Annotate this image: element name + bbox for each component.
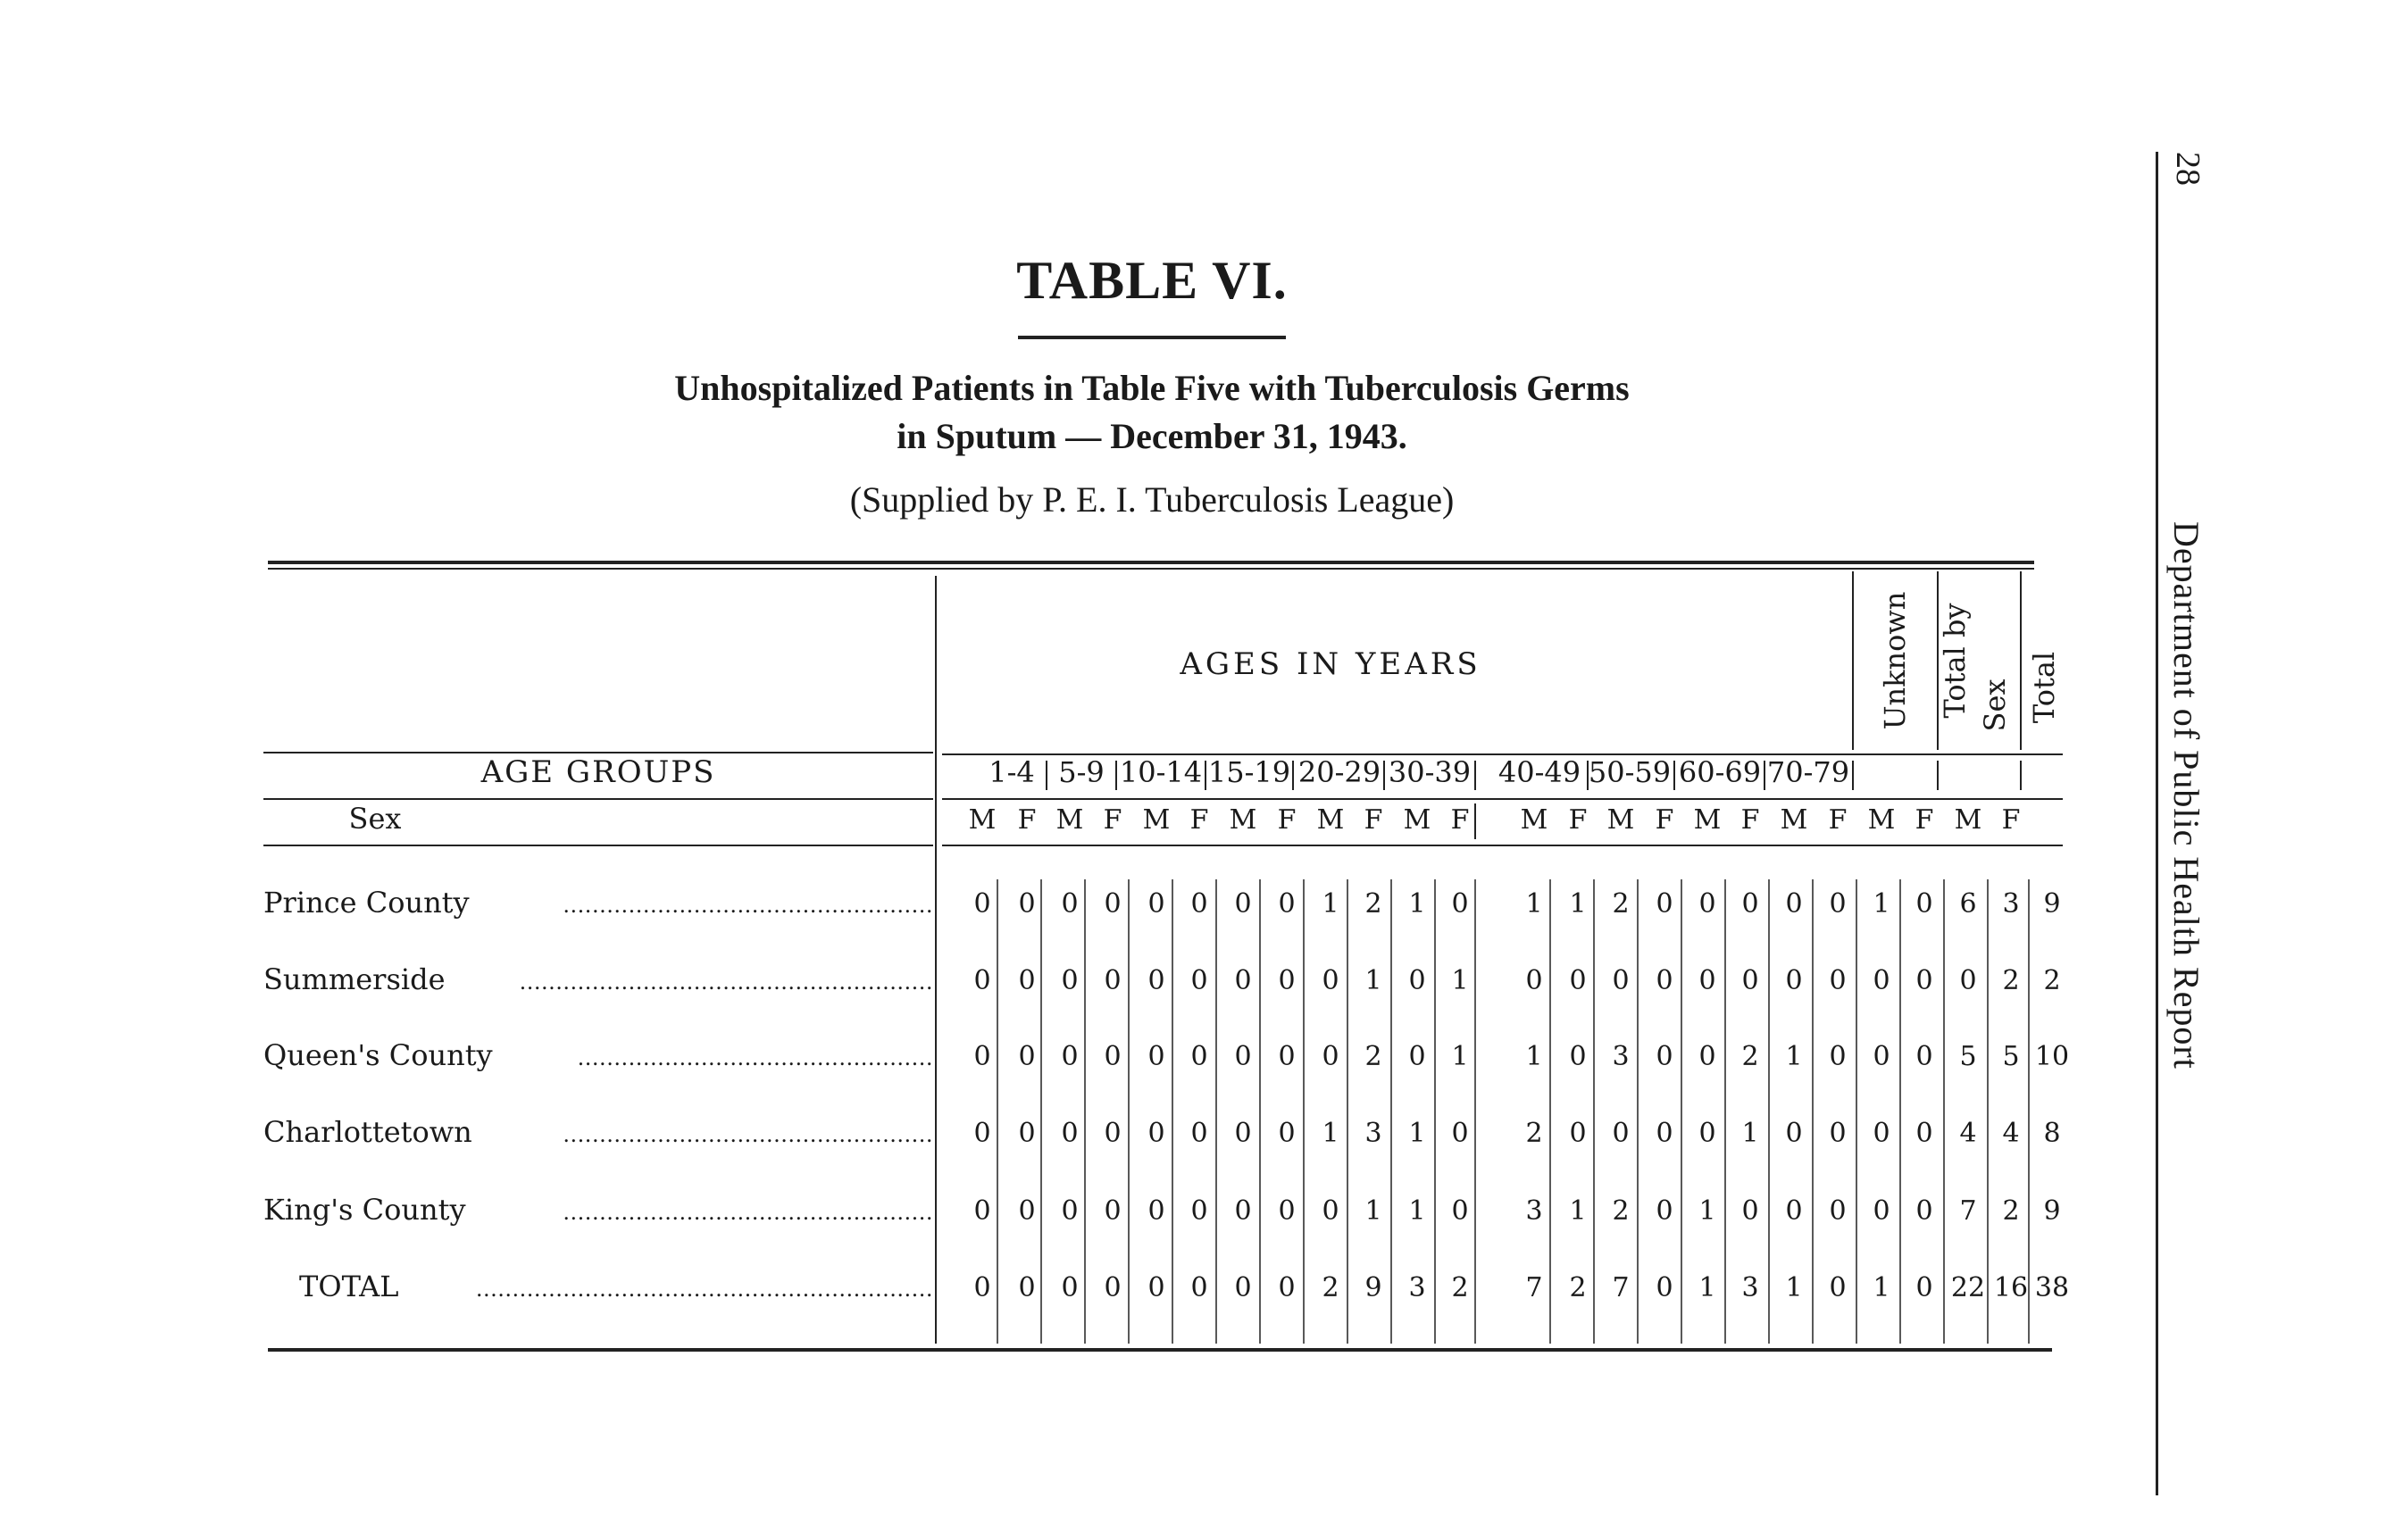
table-cell: 0 [1104, 1041, 1122, 1072]
sex-column-header: F [1364, 804, 1383, 836]
table-cell: 1 [1698, 1195, 1716, 1227]
table-cell: 0 [1061, 1272, 1079, 1303]
total-by-sex-header-line1: Total by [1938, 603, 1972, 719]
table-cell: 0 [1829, 888, 1847, 920]
table-cell: 0 [1278, 965, 1296, 996]
table-cell: 0 [1234, 1118, 1252, 1149]
table-cell: 0 [1741, 1195, 1759, 1227]
sex-column-header: F [1915, 804, 1934, 836]
table-cell: 1 [1569, 1195, 1587, 1227]
table-cell: 0 [1190, 1272, 1208, 1303]
table-cell: 0 [1018, 1195, 1036, 1227]
table-cell: 0 [1190, 1118, 1208, 1149]
table-cell: 0 [1278, 888, 1296, 920]
table-cell: 38 [2034, 1272, 2070, 1303]
table-cell: 0 [1061, 888, 1079, 920]
table-cell: 0 [1018, 888, 1036, 920]
table-text [263, 592, 2069, 1303]
table-cell: 2 [1612, 1195, 1630, 1227]
age-group-label: 1-4 [989, 755, 1035, 789]
table-cell: 0 [1873, 1195, 1890, 1227]
table-cell: 0 [1018, 1272, 1036, 1303]
table-cell: 0 [1873, 965, 1890, 996]
table-cell: 1 [1873, 1272, 1890, 1303]
table-cell: 4 [1959, 1118, 1977, 1149]
table-cell: 0 [1915, 1041, 1933, 1072]
table-cell: 0 [1234, 1041, 1252, 1072]
table-cell: 0 [1061, 965, 1079, 996]
table-cell: 0 [1234, 888, 1252, 920]
table-cell: 0 [1915, 1118, 1933, 1149]
table-cell: 2 [1525, 1118, 1543, 1149]
table-cell: 0 [1147, 1195, 1165, 1227]
table-cell: 1 [1451, 1041, 1469, 1072]
table-cell: 0 [1061, 1118, 1079, 1149]
sex-column-header: M [1520, 804, 1548, 836]
sex-column-header: M [1229, 804, 1257, 836]
table-cell: 0 [1147, 1041, 1165, 1072]
table-cell: 0 [1018, 1118, 1036, 1149]
sex-column-header: F [1017, 804, 1037, 836]
table-cell: 0 [1829, 1118, 1847, 1149]
table-cell: 0 [1061, 1195, 1079, 1227]
table-cell: 3 [1612, 1041, 1630, 1072]
table-cell: 0 [1525, 965, 1543, 996]
sex-column-header: F [2001, 804, 2021, 836]
table-cell: 0 [1741, 888, 1759, 920]
table-cell: 0 [973, 1041, 991, 1072]
table-cell: 0 [1278, 1272, 1296, 1303]
table-cell: 0 [1959, 965, 1977, 996]
table-cell: 2 [1741, 1041, 1759, 1072]
table-cell: 0 [1873, 1041, 1890, 1072]
table-cell: 16 [1993, 1272, 2029, 1303]
table-cell: 1 [1525, 888, 1543, 920]
table-cell: 0 [1698, 1041, 1716, 1072]
table-cell: 0 [1147, 888, 1165, 920]
table-cell: 1 [1741, 1118, 1759, 1149]
table-cell: 0 [973, 1118, 991, 1149]
table-cell: 0 [1656, 1272, 1673, 1303]
table-cell: 0 [1147, 965, 1165, 996]
table-cell: 2 [2002, 965, 2020, 996]
sex-column-header: M [1142, 804, 1171, 836]
age-group-label: 30-39 [1388, 755, 1472, 789]
sex-column-header: M [1055, 804, 1084, 836]
table-cell: 4 [2002, 1118, 2020, 1149]
table-cell: 3 [1525, 1195, 1543, 1227]
row-label: Queen's County [263, 1038, 493, 1072]
table-cell: 0 [1061, 1041, 1079, 1072]
table-cell: 0 [1915, 1272, 1933, 1303]
table-cell: 1 [1408, 1118, 1426, 1149]
table-cell: 0 [1698, 1118, 1716, 1149]
table-cell: 0 [1408, 1041, 1426, 1072]
table-cell: 6 [1959, 888, 1977, 920]
table-cell: 0 [1915, 888, 1933, 920]
table-cell: 0 [1915, 965, 1933, 996]
table-cell: 3 [1408, 1272, 1426, 1303]
table-cell: 0 [1451, 888, 1469, 920]
row-label: Summerside [263, 962, 446, 996]
table-cell: 0 [1915, 1195, 1933, 1227]
table-cell: 0 [1104, 965, 1122, 996]
table-cell: 3 [1364, 1118, 1382, 1149]
table-cell: 0 [1785, 1118, 1803, 1149]
table-cell: 5 [1959, 1041, 1977, 1072]
table-cell: 0 [1278, 1041, 1296, 1072]
leader-dots: ............................................................... [475, 1277, 933, 1302]
table-cell: 0 [1104, 888, 1122, 920]
sex-column-header: F [1189, 804, 1209, 836]
age-group-label: 5-9 [1058, 755, 1105, 789]
table-cell: 9 [2043, 888, 2061, 920]
table-cell: 1 [1525, 1041, 1543, 1072]
row-label: King's County [263, 1193, 466, 1227]
table-cell: 3 [1741, 1272, 1759, 1303]
table-cell: 0 [973, 888, 991, 920]
table-cell: 8 [2043, 1118, 2061, 1149]
table-cell: 1 [1364, 965, 1382, 996]
page-number: 28 [2169, 152, 2207, 186]
sex-column-header: M [1954, 804, 1982, 836]
table-cell: 1 [1322, 1118, 1339, 1149]
table-cell: 0 [1104, 1195, 1122, 1227]
table-cell: 0 [1451, 1118, 1469, 1149]
table-cell: 7 [1612, 1272, 1630, 1303]
table-cell: 0 [1569, 1041, 1587, 1072]
sex-column-header: M [1606, 804, 1635, 836]
table-cell: 7 [1959, 1195, 1977, 1227]
total-header: Total [2027, 651, 2061, 724]
table-cell: 0 [1278, 1195, 1296, 1227]
table-cell: 2 [1364, 1041, 1382, 1072]
total-by-sex-header-line2: Sex [1978, 678, 2012, 732]
table-cell: 0 [1829, 1195, 1847, 1227]
sex-label: Sex [348, 802, 402, 836]
table-cell: 0 [1612, 1118, 1630, 1149]
sex-column-header: F [1568, 804, 1588, 836]
sex-column-header: M [1780, 804, 1808, 836]
table-cell: 0 [1656, 1118, 1673, 1149]
table-cell: 2 [1612, 888, 1630, 920]
table-cell: 0 [1190, 1195, 1208, 1227]
age-group-label: 20-29 [1297, 755, 1381, 789]
sex-column-header: M [1316, 804, 1345, 836]
age-group-label: 70-79 [1766, 755, 1850, 789]
table-cell: 0 [1785, 1195, 1803, 1227]
table-cell: 0 [1451, 1195, 1469, 1227]
table-cell: 0 [1190, 965, 1208, 996]
table-cell: 1 [1698, 1272, 1716, 1303]
table-cell: 0 [1698, 965, 1716, 996]
table-cell: 0 [1698, 888, 1716, 920]
sex-column-header: F [1828, 804, 1848, 836]
table-cell: 10 [2034, 1041, 2070, 1072]
table-cell: 0 [1147, 1118, 1165, 1149]
table-cell: 0 [1656, 888, 1673, 920]
table-cell: 0 [973, 965, 991, 996]
subtitle-line-2: in Sputum — December 31, 1943. [897, 416, 1407, 456]
table-cell: 0 [1322, 965, 1339, 996]
table-cell: 0 [1278, 1118, 1296, 1149]
table-title: TABLE VI. [1016, 251, 1288, 310]
table-cell: 1 [1451, 965, 1469, 996]
table-cell: 0 [973, 1195, 991, 1227]
table-cell: 2 [2002, 1195, 2020, 1227]
table-cell: 9 [1364, 1272, 1382, 1303]
subtitle-line-1: Unhospitalized Patients in Table Five with Tuberculosis Germs [674, 368, 1630, 408]
table-cell: 1 [1873, 888, 1890, 920]
age-groups-label: AGE GROUPS [480, 754, 716, 790]
row-label: Charlottetown [263, 1115, 472, 1149]
age-group-label: 10-14 [1119, 755, 1203, 789]
table-cell: 0 [1104, 1272, 1122, 1303]
table-cell: 2 [1322, 1272, 1339, 1303]
table-cell: 0 [1190, 1041, 1208, 1072]
sex-column-header: F [1655, 804, 1674, 836]
table-cell: 0 [1873, 1118, 1890, 1149]
table-cell: 1 [1408, 1195, 1426, 1227]
table-cell: 0 [1656, 965, 1673, 996]
total-row-label: TOTAL [299, 1269, 399, 1303]
table-cell: 9 [2043, 1195, 2061, 1227]
running-title: Department of Public Health Report [2166, 521, 2207, 1070]
sex-column-header: M [1867, 804, 1896, 836]
age-group-label: 60-69 [1678, 755, 1762, 789]
sex-column-header: F [1103, 804, 1122, 836]
table-cell: 2 [1451, 1272, 1469, 1303]
table-cell: 0 [1147, 1272, 1165, 1303]
sex-column-header: M [1403, 804, 1431, 836]
table-cell: 0 [1104, 1118, 1122, 1149]
age-group-label: 50-59 [1588, 755, 1672, 789]
table-cell: 0 [1190, 888, 1208, 920]
table-cell: 0 [1612, 965, 1630, 996]
table-cell: 0 [1656, 1195, 1673, 1227]
table-cell: 0 [1018, 965, 1036, 996]
table-cell: 1 [1364, 1195, 1382, 1227]
supplied-by-note: (Supplied by P. E. I. Tuberculosis League) [849, 479, 1455, 520]
table-cell: 7 [1525, 1272, 1543, 1303]
table-cell: 0 [973, 1272, 991, 1303]
table-cell: 2 [2043, 965, 2061, 996]
table-cell: 0 [1741, 965, 1759, 996]
age-group-label: 15-19 [1207, 755, 1291, 789]
leader-dots: ......................................................... [519, 970, 933, 995]
leader-dots: ................................................... [563, 893, 933, 918]
table-cell: 0 [1234, 1195, 1252, 1227]
table-cell: 0 [1408, 965, 1426, 996]
sex-column-header: F [1450, 804, 1470, 836]
table-cell: 0 [1569, 1118, 1587, 1149]
table-cell: 1 [1785, 1272, 1803, 1303]
table-cell: 2 [1569, 1272, 1587, 1303]
leader-dots: ................................................... [563, 1200, 933, 1225]
sex-column-header: M [968, 804, 997, 836]
table-cell: 0 [1829, 1041, 1847, 1072]
table-cell: 0 [1569, 965, 1587, 996]
table-cell: 0 [1829, 965, 1847, 996]
sex-column-header: F [1277, 804, 1297, 836]
table-cell: 0 [1785, 888, 1803, 920]
table-cell: 0 [1322, 1041, 1339, 1072]
table-cell: 0 [1322, 1195, 1339, 1227]
table-cell: 0 [1234, 1272, 1252, 1303]
table-cell: 3 [2002, 888, 2020, 920]
unknown-header: Unknown [1878, 591, 1912, 730]
table-rules [263, 562, 2063, 1350]
sex-column-header: M [1693, 804, 1722, 836]
leader-dots: ................................................. [577, 1045, 933, 1070]
table-cell: 0 [1234, 965, 1252, 996]
ages-in-years-header: AGES IN YEARS [1180, 646, 1481, 682]
sex-column-header: F [1740, 804, 1760, 836]
table-cell: 0 [1829, 1272, 1847, 1303]
table-cell: 1 [1785, 1041, 1803, 1072]
leader-dots: ................................................... [563, 1122, 933, 1147]
table-cell: 1 [1322, 888, 1339, 920]
table-cell: 0 [1785, 965, 1803, 996]
table-cell: 22 [1950, 1272, 1986, 1303]
row-label: Prince County [263, 886, 470, 920]
table-cell: 0 [1018, 1041, 1036, 1072]
table-cell: 2 [1364, 888, 1382, 920]
age-group-label: 40-49 [1498, 755, 1581, 789]
table-cell: 1 [1569, 888, 1587, 920]
table-cell: 5 [2002, 1041, 2020, 1072]
table-cell: 1 [1408, 888, 1426, 920]
table-cell: 0 [1656, 1041, 1673, 1072]
